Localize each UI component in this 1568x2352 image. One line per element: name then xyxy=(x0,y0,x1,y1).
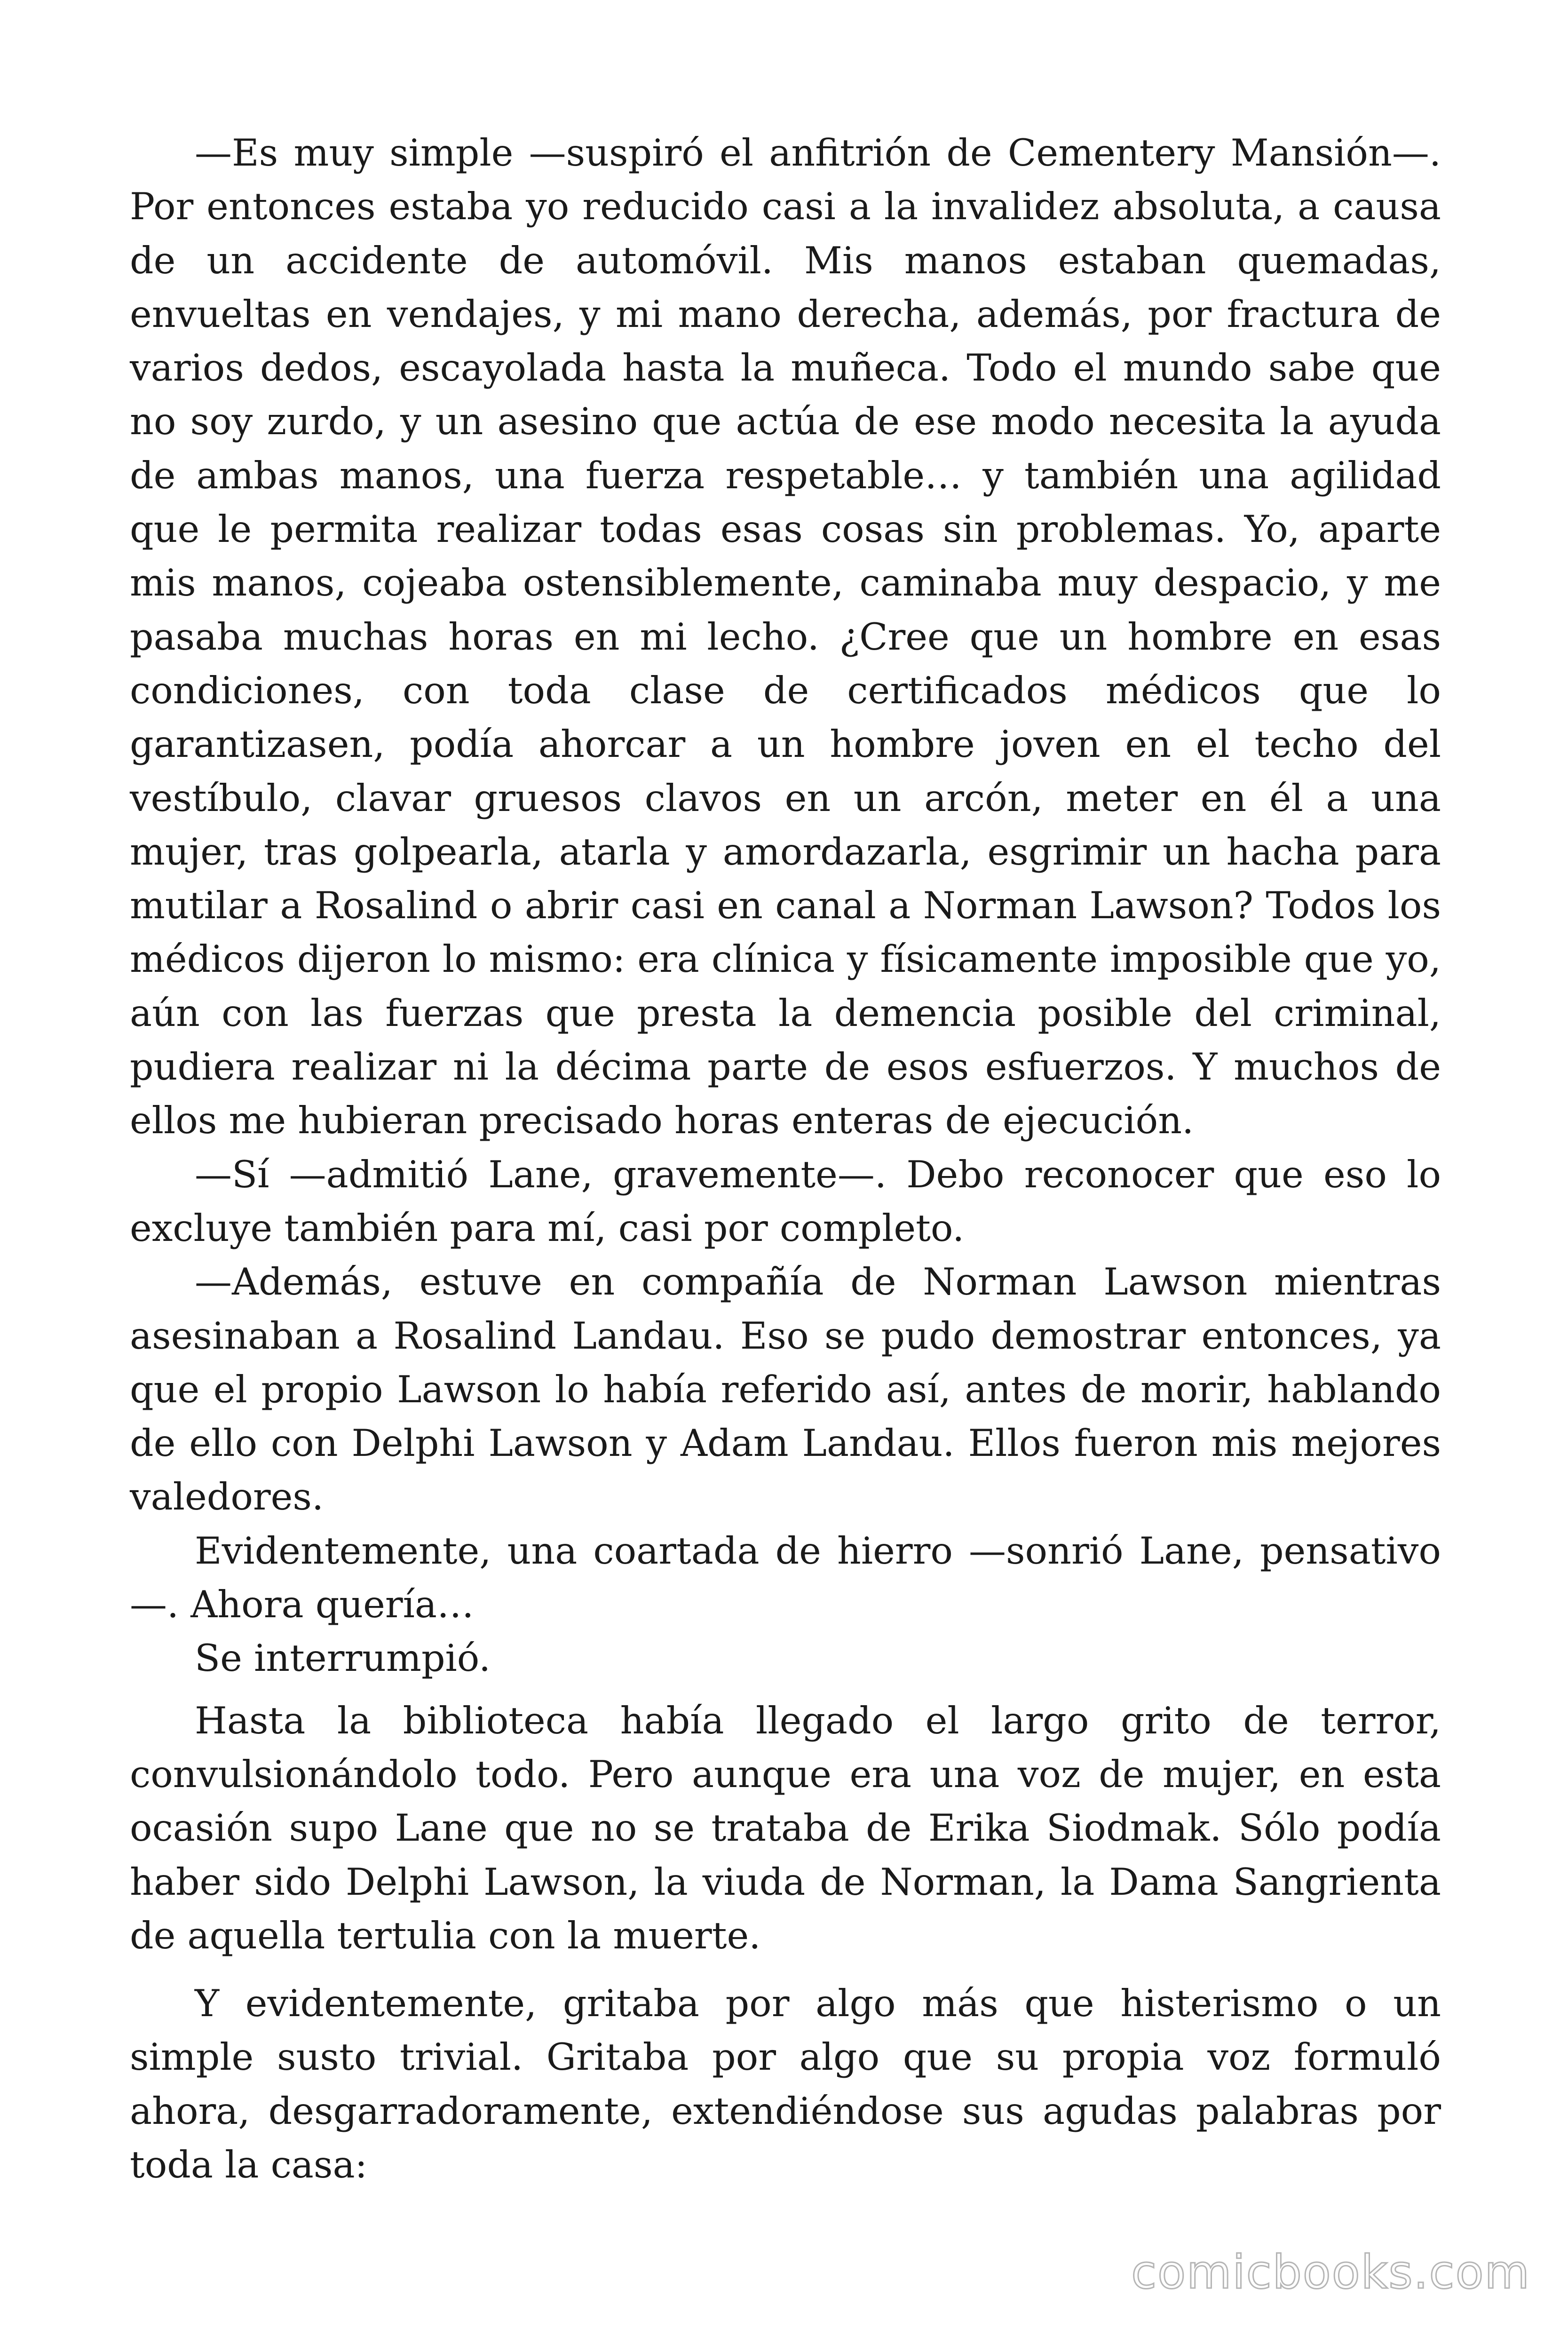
paragraph-2: —Sí —admitió Lane, gravemente—. Debo reconocer que eso lo excluye también para mí, casi por completo. xyxy=(130,1152,1441,1250)
paragraph-4: Evidentemente, una coartada de hierro —sonrió Lane, pensativo —. Ahora quería… xyxy=(130,1529,1441,1627)
paragraph-5: Se interrumpió. xyxy=(195,1637,491,1680)
paragraph-7: Y evidentemente, gritaba por algo más que histerismo o un simple susto trivial. Gritaba por algo que su propia voz formuló ahora, desgarradoramente, extendiéndose sus agudas palabras por toda la casa: xyxy=(130,1982,1441,2186)
watermark-text: comicbooks.com xyxy=(1131,2246,1530,2299)
paragraph-1: —Es muy simple —suspiró el anfitrión de Cementery Mansión—. Por entonces estaba yo reducido casi a la invalidez absoluta, a causa de un accidente de automóvil. Mis manos estaban quemadas, envueltas en vendajes, y mi mano derecha, además, por fractura de varios dedos, escayolada hasta la muñeca. Todo el mundo sabe que no soy zurdo, y un asesino que actúa de ese modo necesita la ayuda de ambas manos, una fuerza respetable… y también una agilidad que le permita realizar todas esas cosas sin problemas. Yo, aparte mis manos, cojeaba ostensiblemente, caminaba muy despacio, y me pasaba muchas horas en mi lecho. ¿Cree que un hombre en esas condiciones, con toda clase de certificados médicos que lo garantizasen, podía ahorcar a un hombre joven en el techo del vestíbulo, clavar gruesos clavos en un arcón, meter en él a una mujer, tras golpearla, atarla y amordazarla, esgrimir un hacha para mutilar a Rosalind o abrir casi en canal a Norman Lawson? Todos los médicos dijeron lo mismo: era clínica y físicamente imposible que yo, aún con las fuerzas que presta la demencia posible del criminal, pudiera realizar ni la décima parte de esos esfuerzos. Y muchos de ellos me hubieran precisado horas enteras de ejecución. xyxy=(130,131,1441,1143)
page-body xyxy=(130,126,1441,2192)
paragraph-6: Hasta la biblioteca había llegado el largo grito de terror, convulsionándolo todo. Pero aunque era una voz de mujer, en esta ocasión supo Lane que no se trataba de Erika Siodmak. Sólo podía haber sido Delphi Lawson, la viuda de Norman, la Dama Sangrienta de aquella tertulia con la muerte. xyxy=(130,1699,1441,1957)
paragraph-3: —Además, estuve en compañía de Norman Lawson mientras asesinaban a Rosalind Landau. Eso se pudo demostrar entonces, ya que el propio Lawson lo había referido así, antes de morir, hablando de ello con Delphi Lawson y Adam Landau. Ellos fueron mis mejores valedores. xyxy=(130,1260,1441,1519)
